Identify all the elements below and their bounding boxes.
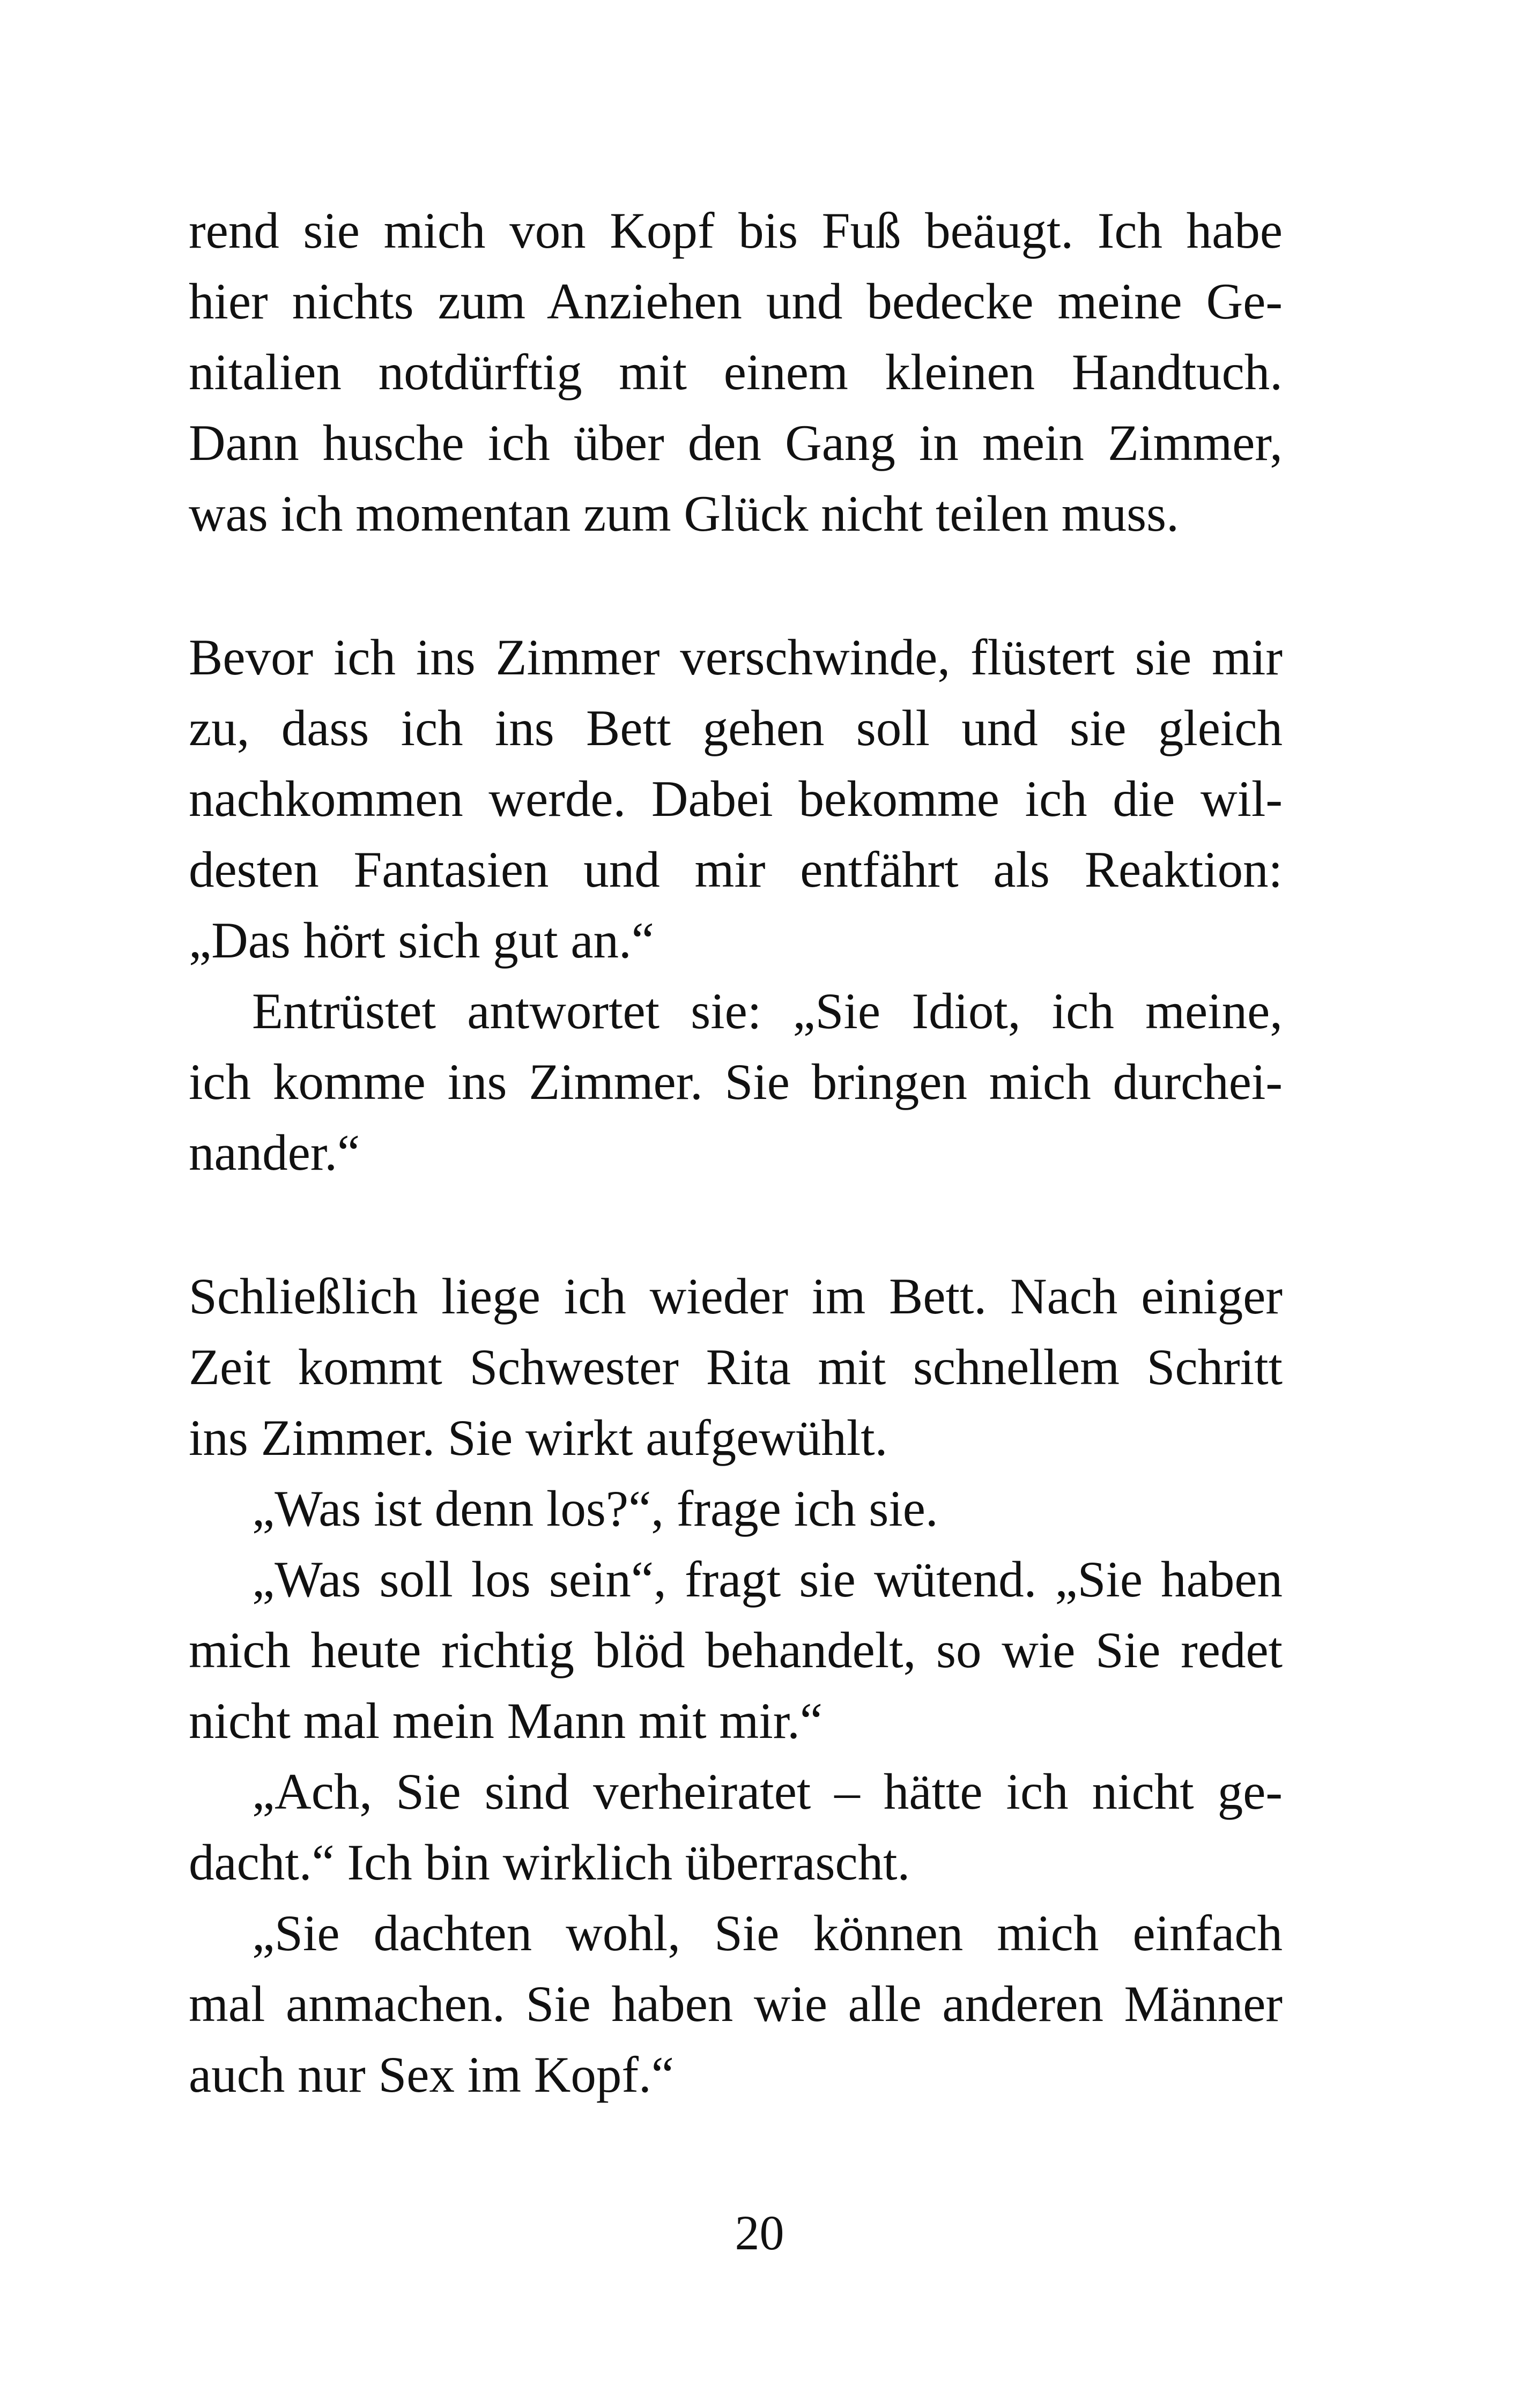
- text-line: „Das hört sich gut an.“: [189, 912, 654, 969]
- text-line: auch nur Sex im Kopf.“: [189, 2046, 674, 2103]
- text-line: „Was ist denn los?“, frage ich sie.: [252, 1480, 938, 1537]
- text-line: dacht.“ Ich bin wirklich überrascht.: [189, 1834, 910, 1891]
- text-line: Zeit kommt Schwester Rita mit schnellem Schritt: [189, 1339, 1283, 1395]
- text-line: ich komme ins Zimmer. Sie bringen mich durchei-: [189, 1053, 1283, 1110]
- text-line: Bevor ich ins Zimmer verschwinde, flüstert sie mir: [189, 629, 1283, 686]
- text-line: zu, dass ich ins Bett gehen soll und sie gleich: [189, 700, 1283, 756]
- page-number: 20: [735, 2205, 784, 2260]
- text-line: hier nichts zum Anziehen und bedecke meine Ge-: [189, 273, 1283, 330]
- text-line: Entrüstet antwortet sie: „Sie Idiot, ich meine,: [252, 983, 1283, 1039]
- text-line: nachkommen werde. Dabei bekomme ich die wil-: [189, 770, 1283, 827]
- text-line: nicht mal mein Mann mit mir.“: [189, 1692, 823, 1749]
- text-line: Schließlich liege ich wieder im Bett. Nach einiger: [189, 1268, 1283, 1325]
- paragraph-3: [189, 1261, 1283, 2110]
- text-line: „Ach, Sie sind verheiratet – hätte ich nicht ge-: [252, 1763, 1283, 1820]
- text-line: nitalien notdürftig mit einem kleinen Handtuch.: [189, 344, 1283, 400]
- text-line: was ich momentan zum Glück nicht teilen muss.: [189, 485, 1179, 542]
- text-line: rend sie mich von Kopf bis Fuß beäugt. Ich habe: [189, 202, 1283, 259]
- text-line: Dann husche ich über den Gang in mein Zimmer,: [189, 414, 1283, 471]
- text-line: mich heute richtig blöd behandelt, so wie Sie redet: [189, 1622, 1283, 1678]
- text-line: desten Fantasien und mir entfährt als Reaktion:: [189, 841, 1283, 898]
- text-line: mal anmachen. Sie haben wie alle anderen Männer: [189, 1975, 1283, 2032]
- text-line: „Sie dachten wohl, Sie können mich einfach: [252, 1905, 1283, 1961]
- text-line: ins Zimmer. Sie wirkt aufgewühlt.: [189, 1409, 888, 1466]
- paragraph-2: [189, 622, 1283, 1188]
- text-line: „Was soll los sein“, fragt sie wütend. „Sie haben: [252, 1551, 1283, 1608]
- paragraph-1: [189, 195, 1283, 549]
- text-line: nander.“: [189, 1124, 360, 1181]
